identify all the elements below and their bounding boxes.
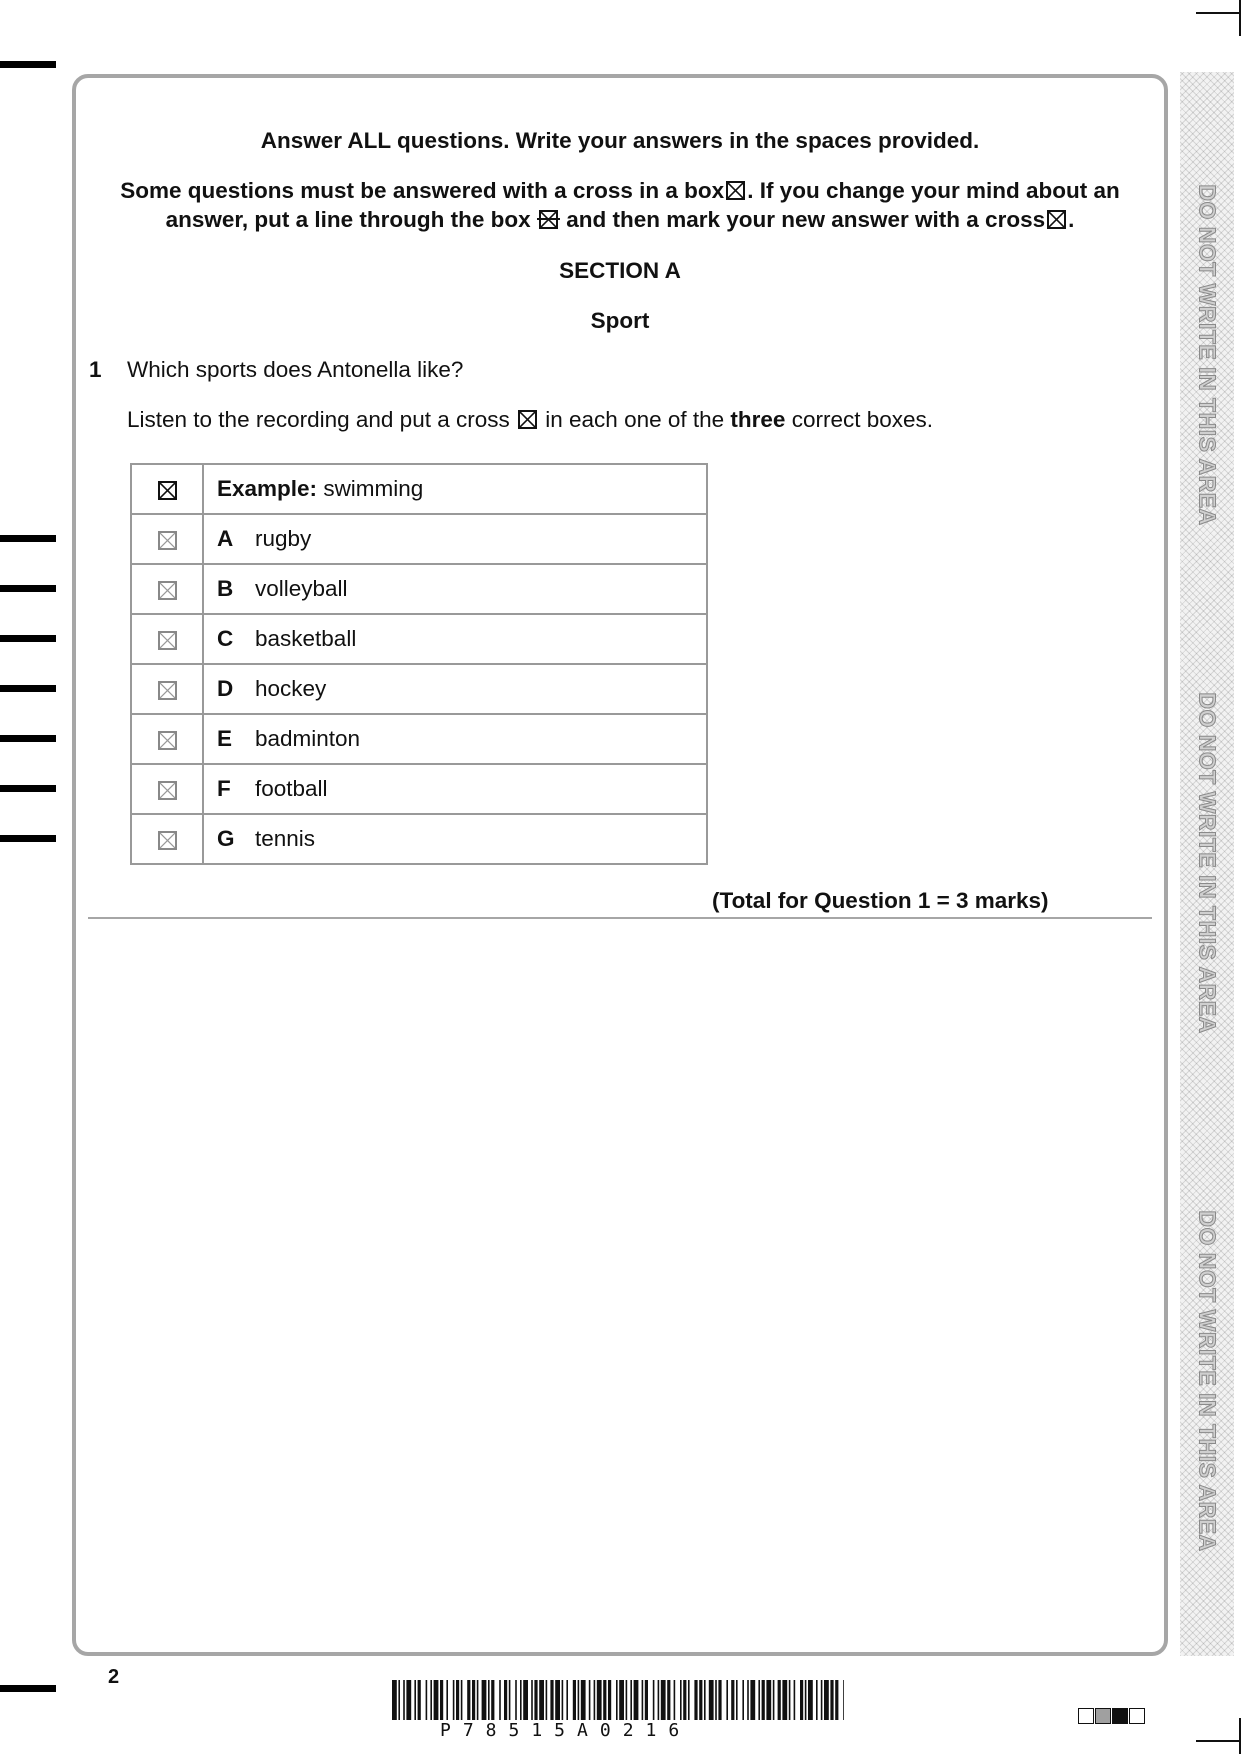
checked-box-icon [158, 481, 177, 500]
barcode-bar [789, 1680, 791, 1720]
option-letter: D [217, 676, 234, 701]
barcode-bar [773, 1680, 775, 1720]
option-row-f [131, 764, 707, 814]
barcode-bar [800, 1680, 803, 1720]
barcode-bar [726, 1680, 728, 1720]
barcode-bar [453, 1680, 455, 1720]
barcode-bar [488, 1680, 490, 1720]
barcode-bar [709, 1680, 714, 1720]
question-text: Which sports does Antonella like? [127, 357, 464, 382]
barcode-bar [603, 1680, 606, 1720]
option-letter: A [217, 526, 234, 551]
margin-tick [0, 585, 56, 592]
option-text: volleyball [255, 576, 348, 601]
barcode-bar [630, 1680, 632, 1720]
barcode-bar [546, 1680, 548, 1720]
barcode-bar [680, 1680, 682, 1720]
barcode-bar [573, 1680, 576, 1720]
barcode-bar [821, 1680, 823, 1720]
corner-square [1095, 1708, 1111, 1724]
barcode-bar [430, 1680, 432, 1720]
page-number: 2 [108, 1666, 120, 1688]
option-text: football [255, 776, 328, 801]
answer-checkbox-c[interactable] [158, 631, 177, 650]
option-letter: E [217, 726, 233, 751]
barcode-bar [597, 1680, 602, 1720]
barcode-bar [758, 1680, 760, 1720]
corner-square [1078, 1708, 1094, 1724]
crop-mark-bottom-right-h [1196, 1740, 1241, 1742]
instruction-line-3 [88, 205, 1152, 234]
barcode-bar [683, 1680, 686, 1720]
barcode-bar [398, 1680, 400, 1720]
barcode-bar [440, 1680, 443, 1720]
margin-tick [0, 635, 56, 642]
corner-squares [1078, 1708, 1146, 1724]
barcode-bar [406, 1680, 411, 1720]
margin-tick [0, 685, 56, 692]
barcode-bar [843, 1680, 844, 1720]
barcode-bar [616, 1680, 618, 1720]
instruction-text: in each one of the [545, 407, 725, 432]
question-instruction [127, 407, 933, 433]
barcode-bar [392, 1680, 397, 1720]
barcode-bar [531, 1680, 533, 1720]
margin-tick [0, 785, 56, 792]
barcode-bar [667, 1680, 670, 1720]
answer-checkbox-d[interactable] [158, 681, 177, 700]
barcode-bar [694, 1680, 697, 1720]
option-letter: B [217, 576, 234, 601]
barcode-bar [642, 1680, 644, 1720]
barcode-bar [461, 1680, 463, 1720]
barcode-number: P78515A0216 [440, 1720, 692, 1741]
barcode-bar [835, 1680, 838, 1720]
answer-options-table [130, 463, 708, 865]
barcode-bar [736, 1680, 738, 1720]
barcode-bar [446, 1680, 448, 1720]
barcode-bar [482, 1680, 487, 1720]
option-row-e [131, 714, 707, 764]
barcode-bar [653, 1680, 655, 1720]
barcode-bar [704, 1680, 706, 1720]
corner-square [1112, 1708, 1128, 1724]
margin-tick [0, 535, 56, 542]
instruction-text: answer, put a line through the box [165, 207, 531, 232]
barcode-bar [608, 1680, 611, 1720]
barcode-bar [766, 1680, 771, 1720]
barcode-bar [418, 1680, 421, 1720]
barcode-bar [589, 1680, 591, 1720]
barcode-bar [539, 1680, 544, 1720]
crossed-box-icon [1047, 210, 1066, 229]
section-topic: Sport [590, 308, 650, 333]
crossed-box-icon [726, 181, 745, 200]
barcode-bar [742, 1680, 744, 1720]
option-text: badminton [255, 726, 361, 751]
barcode-bar [578, 1680, 580, 1720]
instruction-emphasis: three [730, 407, 786, 432]
barcode-bar [434, 1680, 439, 1720]
barcode-bar [645, 1680, 648, 1720]
barcode-bar [550, 1680, 553, 1720]
option-text: hockey [255, 676, 327, 701]
barcode-bar [491, 1680, 494, 1720]
answer-checkbox-e[interactable] [158, 731, 177, 750]
example-label-cell [203, 464, 707, 514]
question-number: 1 [89, 357, 102, 382]
instruction-text: Listen to the recording and put a cross [127, 407, 510, 432]
barcode-bar [520, 1680, 522, 1720]
barcode-bar [782, 1680, 787, 1720]
barcode-bar [762, 1680, 765, 1720]
barcode-bar [504, 1680, 507, 1720]
crossed-box-icon [518, 410, 537, 429]
barcode-bar [750, 1680, 755, 1720]
corner-square [1129, 1708, 1145, 1724]
example-row [131, 464, 707, 514]
margin-tick [0, 1685, 56, 1692]
barcode-bar [472, 1680, 475, 1720]
barcode-bar [515, 1680, 517, 1720]
barcode-bar [509, 1680, 511, 1720]
option-text: tennis [255, 826, 316, 851]
barcode-bar [626, 1680, 628, 1720]
struck-crossed-box-icon [539, 210, 558, 229]
barcode-bar [426, 1680, 428, 1720]
barcode-bar [794, 1680, 796, 1720]
barcode-bar [747, 1680, 749, 1720]
barcode-bar [499, 1680, 501, 1720]
margin-tick [0, 835, 56, 842]
example-label: Example: [217, 476, 318, 501]
option-letter: G [217, 826, 235, 851]
instruction-text: . If you change your mind about an [747, 178, 1120, 203]
option-row-g [131, 814, 707, 864]
barcode-bar [555, 1680, 560, 1720]
barcode-bar [619, 1680, 624, 1720]
answer-checkbox-f[interactable] [158, 781, 177, 800]
option-row-d [131, 664, 707, 714]
barcode-bar [824, 1680, 829, 1720]
barcode-bar [658, 1680, 660, 1720]
barcode-bar [562, 1680, 564, 1720]
barcode-bar [661, 1680, 666, 1720]
instruction-text: Some questions must be answered with a cross in a box [120, 178, 725, 203]
barcode-bar [403, 1680, 405, 1720]
example-checkbox-cell [131, 464, 203, 514]
barcode-bar [674, 1680, 676, 1720]
section-divider [88, 917, 1152, 919]
barcode-bar [715, 1680, 717, 1720]
barcode-bar [534, 1680, 537, 1720]
option-letter: F [217, 776, 231, 801]
barcode-bar [816, 1680, 818, 1720]
instruction-line-2 [88, 176, 1152, 205]
option-text: rugby [255, 526, 312, 551]
margin-tick [0, 735, 56, 742]
answer-checkbox-a[interactable] [158, 531, 177, 550]
barcode-bar [467, 1680, 470, 1720]
instruction-text: correct boxes. [791, 407, 934, 432]
margin-tick [0, 61, 56, 68]
barcode-bar [477, 1680, 479, 1720]
barcode-bar [581, 1680, 586, 1720]
answer-checkbox-g[interactable] [158, 831, 177, 850]
barcode-bar [718, 1680, 721, 1720]
question-total-marks: (Total for Question 1 = 3 marks) [712, 888, 1049, 913]
option-text: basketball [255, 626, 357, 651]
barcode-bar [731, 1680, 734, 1720]
instruction-text: . [1068, 207, 1075, 232]
instruction-text: and then mark your new answer with a cross [566, 207, 1046, 232]
example-value: swimming [323, 476, 424, 501]
option-row-a [131, 514, 707, 564]
barcode-bar [778, 1680, 781, 1720]
option-row-c [131, 614, 707, 664]
barcode-bar [808, 1680, 813, 1720]
barcode-bar [456, 1680, 459, 1720]
barcode-bar [566, 1680, 568, 1720]
barcode-bar [699, 1680, 702, 1720]
barcode-bar [830, 1680, 833, 1720]
barcode-bar [523, 1680, 528, 1720]
option-letter: C [217, 626, 234, 651]
barcode-icon [392, 1680, 844, 1724]
answer-checkbox-b[interactable] [158, 581, 177, 600]
barcode-bar [414, 1680, 416, 1720]
barcode-bar [688, 1680, 690, 1720]
crop-mark-top-right-h [1196, 12, 1241, 14]
option-row-b [131, 564, 707, 614]
barcode-bar [805, 1680, 807, 1720]
barcode-bar [634, 1680, 639, 1720]
barcode-bar [594, 1680, 596, 1720]
section-title: SECTION A [559, 258, 681, 283]
instruction-line-1: Answer ALL questions. Write your answers in the spaces provided. [260, 128, 980, 153]
